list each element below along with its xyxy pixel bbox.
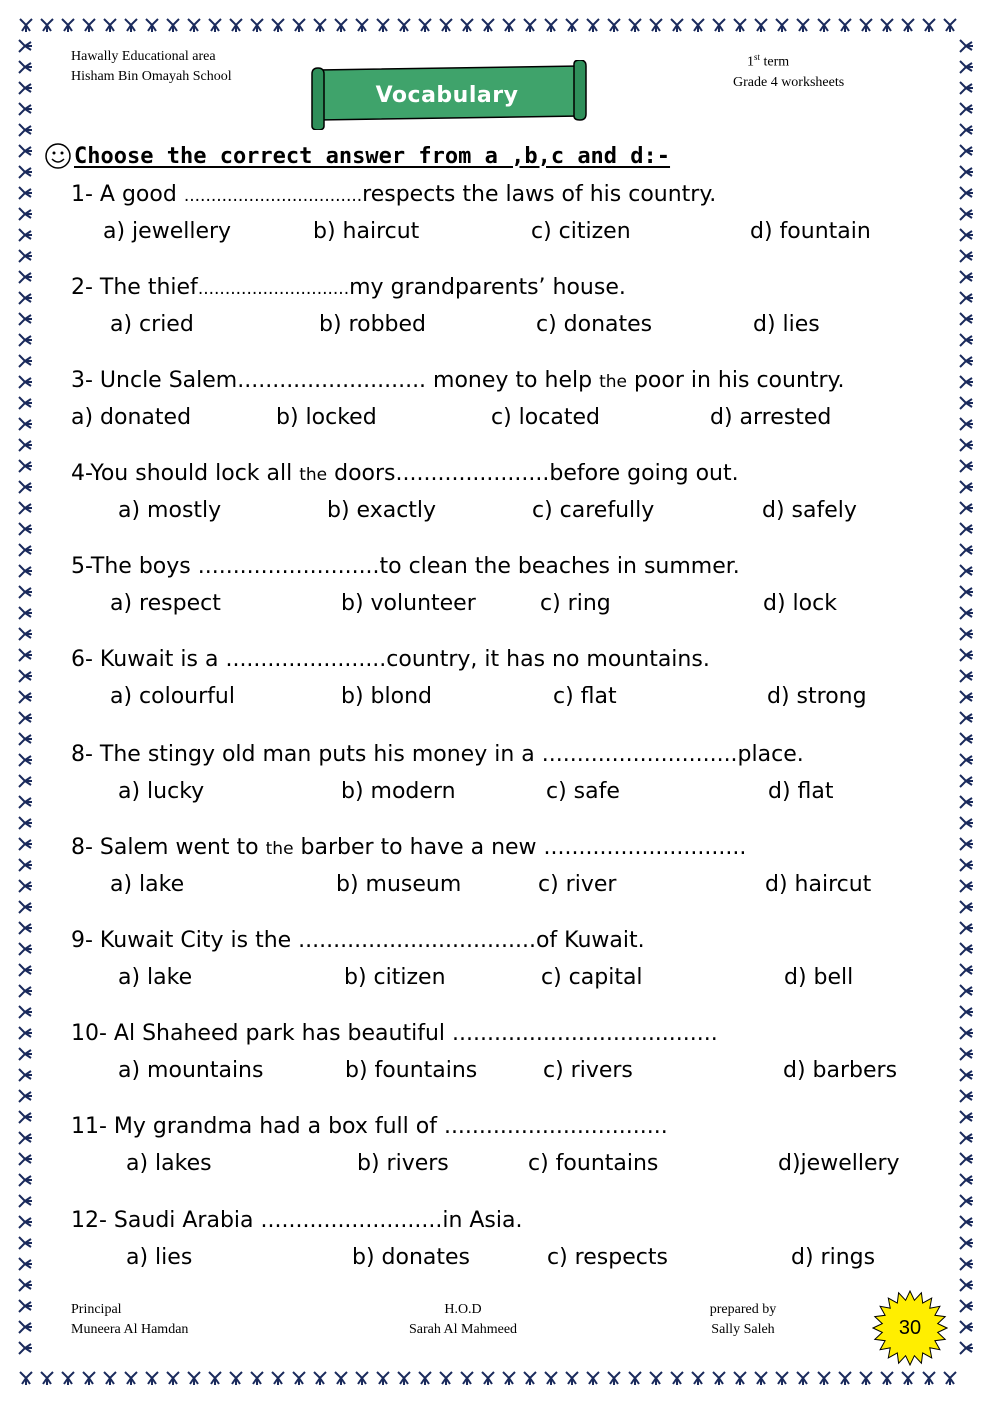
border-arrow-icon xyxy=(587,19,599,32)
border-arrow-icon xyxy=(960,670,973,682)
grade-label: Grade 4 worksheets xyxy=(733,74,845,90)
border-arrow-icon xyxy=(960,649,973,661)
border-arrow-icon xyxy=(713,19,725,32)
border-arrow-icon xyxy=(19,985,32,997)
border-arrow-icon xyxy=(960,1132,973,1144)
border-arrow-icon xyxy=(20,19,32,32)
border-arrow-icon xyxy=(188,1372,200,1385)
option-1c: c) citizen xyxy=(531,219,631,244)
border-arrow-icon xyxy=(960,502,973,514)
instruction-text: Choose the correct answer from a ,b,c and d:- xyxy=(74,143,671,169)
option-2c: c) donates xyxy=(536,312,653,337)
border-arrow-icon xyxy=(19,1111,32,1123)
border-arrow-icon xyxy=(19,292,32,304)
border-arrow-icon xyxy=(776,19,788,32)
border-arrow-icon xyxy=(960,271,973,283)
option-11a: a) lakes xyxy=(126,1151,212,1176)
border-arrow-icon xyxy=(293,19,305,32)
footer-prepared xyxy=(700,1300,786,1340)
option-10a: a) mountains xyxy=(118,1058,264,1083)
border-arrow-icon xyxy=(960,313,973,325)
border-arrow-icon xyxy=(461,19,473,32)
option-10b: b) fountains xyxy=(345,1058,478,1083)
border-arrow-icon xyxy=(251,1372,263,1385)
border-arrow-icon xyxy=(19,334,32,346)
border-arrow-icon xyxy=(377,1372,389,1385)
option-6d: d) strong xyxy=(767,684,867,709)
border-arrow-icon xyxy=(398,1372,410,1385)
prepared-title: prepared by xyxy=(709,1302,777,1317)
question-9: 9- Kuwait City is the ..................................of Kuwait. xyxy=(71,928,645,953)
border-arrow-icon xyxy=(797,19,809,32)
border-arrow-icon xyxy=(19,124,32,136)
school-name: Hisham Bin Omayah School xyxy=(71,69,232,84)
option-2d: d) lies xyxy=(753,312,820,337)
border-arrow-icon xyxy=(251,19,263,32)
question-7: 8- The stingy old man puts his money in a ............................place. xyxy=(71,742,804,767)
border-arrow-icon xyxy=(19,208,32,220)
border-arrow-icon xyxy=(19,1174,32,1186)
border-arrow-icon xyxy=(960,586,973,598)
border-arrow-icon xyxy=(19,397,32,409)
border-arrow-icon xyxy=(19,964,32,976)
border-arrow-icon xyxy=(545,1372,557,1385)
border-arrow-icon xyxy=(19,691,32,703)
term-label: 1st term xyxy=(747,52,790,70)
border-arrow-icon xyxy=(960,901,973,913)
border-arrow-icon xyxy=(734,1372,746,1385)
border-arrow-icon xyxy=(960,166,973,178)
border-arrow-icon xyxy=(960,1258,973,1270)
border-arrow-icon xyxy=(960,1321,973,1333)
border-arrow-icon xyxy=(960,1111,973,1123)
footer-hod xyxy=(398,1300,528,1340)
border-arrow-icon xyxy=(960,187,973,199)
smiley-icon xyxy=(44,142,72,170)
border-arrow-icon xyxy=(960,292,973,304)
border-arrow-icon xyxy=(755,19,767,32)
border-arrow-icon xyxy=(960,145,973,157)
option-7d: d) flat xyxy=(768,779,834,804)
option-1b: b) haircut xyxy=(313,219,420,244)
principal-title: Principal xyxy=(71,1302,122,1317)
border-arrow-icon xyxy=(19,1006,32,1018)
border-arrow-icon xyxy=(734,19,746,32)
border-arrow-icon xyxy=(960,754,973,766)
border-arrow-icon xyxy=(440,1372,452,1385)
border-arrow-icon xyxy=(960,82,973,94)
border-arrow-icon xyxy=(902,1372,914,1385)
option-4c: c) carefully xyxy=(532,498,655,523)
option-12d: d) rings xyxy=(791,1245,876,1270)
option-8a: a) lake xyxy=(110,872,185,897)
border-arrow-icon xyxy=(960,397,973,409)
border-arrow-icon xyxy=(19,355,32,367)
border-arrow-icon xyxy=(960,1195,973,1207)
border-arrow-icon xyxy=(272,1372,284,1385)
border-arrow-icon xyxy=(19,565,32,577)
border-arrow-icon xyxy=(671,1372,683,1385)
border-arrow-icon xyxy=(960,40,973,52)
hod-title: H.O.D xyxy=(444,1302,482,1317)
border-arrow-icon xyxy=(960,607,973,619)
border-arrow-icon xyxy=(960,859,973,871)
border-arrow-icon xyxy=(960,523,973,535)
option-6b: b) blond xyxy=(341,684,432,709)
border-arrow-icon xyxy=(41,1372,53,1385)
border-arrow-icon xyxy=(692,19,704,32)
border-arrow-icon xyxy=(960,103,973,115)
border-arrow-icon xyxy=(19,901,32,913)
border-arrow-icon xyxy=(19,1132,32,1144)
border-arrow-icon xyxy=(230,19,242,32)
border-arrow-icon xyxy=(230,1372,242,1385)
border-arrow-icon xyxy=(19,82,32,94)
banner-title: Vocabulary xyxy=(375,82,519,108)
option-5d: d) lock xyxy=(763,591,837,616)
border-arrow-icon xyxy=(587,1372,599,1385)
question-8: 8- Salem went to the barber to have a new ............................. xyxy=(71,835,747,860)
border-arrow-icon xyxy=(209,1372,221,1385)
border-arrow-icon xyxy=(188,19,200,32)
border-arrow-icon xyxy=(960,1153,973,1165)
border-arrow-icon xyxy=(19,460,32,472)
border-arrow-icon xyxy=(944,1372,956,1385)
border-arrow-icon xyxy=(960,1174,973,1186)
option-11d: d)jewellery xyxy=(778,1151,900,1176)
principal-name: Muneera Al Hamdan xyxy=(71,1322,189,1337)
border-arrow-icon xyxy=(19,1195,32,1207)
border-arrow-icon xyxy=(146,19,158,32)
border-arrow-icon xyxy=(503,19,515,32)
border-arrow-icon xyxy=(19,859,32,871)
border-arrow-icon xyxy=(629,19,641,32)
option-9c: c) capital xyxy=(541,965,643,990)
border-arrow-icon xyxy=(19,1069,32,1081)
border-arrow-icon xyxy=(944,19,956,32)
border-arrow-icon xyxy=(19,1216,32,1228)
option-5c: c) ring xyxy=(540,591,611,616)
border-arrow-icon xyxy=(960,124,973,136)
border-arrow-icon xyxy=(398,19,410,32)
option-2a: a) cried xyxy=(110,312,194,337)
border-arrow-icon xyxy=(19,775,32,787)
border-arrow-icon xyxy=(839,1372,851,1385)
border-arrow-icon xyxy=(19,1342,32,1354)
border-arrow-icon xyxy=(960,460,973,472)
border-arrow-icon xyxy=(650,19,662,32)
border-arrow-icon xyxy=(19,922,32,934)
border-arrow-icon xyxy=(839,19,851,32)
border-arrow-icon xyxy=(19,145,32,157)
option-4d: d) safely xyxy=(762,498,857,523)
option-7a: a) lucky xyxy=(118,779,205,804)
border-arrow-icon xyxy=(776,1372,788,1385)
border-arrow-icon xyxy=(19,544,32,556)
border-arrow-icon xyxy=(960,439,973,451)
border-arrow-icon xyxy=(860,1372,872,1385)
border-arrow-icon xyxy=(797,1372,809,1385)
border-arrow-icon xyxy=(19,754,32,766)
border-arrow-icon xyxy=(902,19,914,32)
border-arrow-icon xyxy=(19,523,32,535)
border-arrow-icon xyxy=(608,19,620,32)
border-arrow-icon xyxy=(19,1321,32,1333)
option-4b: b) exactly xyxy=(327,498,437,523)
border-arrow-icon xyxy=(960,775,973,787)
hod-name: Sarah Al Mahmeed xyxy=(408,1322,518,1337)
border-arrow-icon xyxy=(19,1279,32,1291)
border-arrow-icon xyxy=(923,1372,935,1385)
border-arrow-icon xyxy=(19,439,32,451)
border-arrow-icon xyxy=(960,481,973,493)
border-arrow-icon xyxy=(860,19,872,32)
border-arrow-icon xyxy=(608,1372,620,1385)
page-number: 30 xyxy=(898,1316,922,1339)
border-arrow-icon xyxy=(19,1237,32,1249)
question-3: 3- Uncle Salem........................... money to help the poor in his country. xyxy=(71,368,845,393)
option-11c: c) fountains xyxy=(528,1151,659,1176)
question-1: 1- A good .................................respects the laws of his country. xyxy=(71,182,717,207)
option-12a: a) lies xyxy=(126,1245,193,1270)
border-arrow-icon xyxy=(104,1372,116,1385)
border-arrow-icon xyxy=(19,1048,32,1060)
border-arrow-icon xyxy=(960,1006,973,1018)
border-arrow-icon xyxy=(440,19,452,32)
border-arrow-icon xyxy=(881,1372,893,1385)
option-3b: b) locked xyxy=(276,405,377,430)
border-arrow-icon xyxy=(19,649,32,661)
option-3d: d) arrested xyxy=(710,405,832,430)
border-arrow-icon xyxy=(692,1372,704,1385)
border-arrow-icon xyxy=(167,1372,179,1385)
border-arrow-icon xyxy=(356,19,368,32)
border-arrow-icon xyxy=(960,1216,973,1228)
border-arrow-icon xyxy=(960,418,973,430)
option-8d: d) haircut xyxy=(765,872,872,897)
border-arrow-icon xyxy=(83,19,95,32)
header-left xyxy=(71,47,232,87)
border-arrow-icon xyxy=(41,19,53,32)
border-arrow-icon xyxy=(671,19,683,32)
option-5a: a) respect xyxy=(110,591,221,616)
border-arrow-icon xyxy=(923,19,935,32)
border-arrow-icon xyxy=(19,187,32,199)
option-9d: d) bell xyxy=(784,965,854,990)
border-arrow-icon xyxy=(19,1258,32,1270)
border-arrow-icon xyxy=(19,1153,32,1165)
border-arrow-icon xyxy=(209,19,221,32)
question-11: 11- My grandma had a box full of ................................ xyxy=(71,1114,668,1139)
option-3a: a) donated xyxy=(71,405,192,430)
border-arrow-icon xyxy=(146,1372,158,1385)
border-arrow-icon xyxy=(818,1372,830,1385)
border-arrow-icon xyxy=(960,628,973,640)
border-arrow-icon xyxy=(960,985,973,997)
border-arrow-icon xyxy=(20,1372,32,1385)
border-arrow-icon xyxy=(482,19,494,32)
option-5b: b) volunteer xyxy=(341,591,476,616)
border-arrow-icon xyxy=(19,376,32,388)
border-arrow-icon xyxy=(19,880,32,892)
border-arrow-icon xyxy=(272,19,284,32)
border-arrow-icon xyxy=(960,208,973,220)
border-arrow-icon xyxy=(125,19,137,32)
border-arrow-icon xyxy=(19,40,32,52)
border-arrow-icon xyxy=(960,838,973,850)
border-arrow-icon xyxy=(960,922,973,934)
footer-principal xyxy=(71,1300,188,1340)
border-arrow-icon xyxy=(293,1372,305,1385)
question-10: 10- Al Shaheed park has beautiful ...................................... xyxy=(71,1021,718,1046)
border-arrow-icon xyxy=(960,817,973,829)
border-arrow-icon xyxy=(167,19,179,32)
border-arrow-icon xyxy=(755,1372,767,1385)
border-arrow-icon xyxy=(960,712,973,724)
border-arrow-icon xyxy=(960,334,973,346)
option-2b: b) robbed xyxy=(319,312,426,337)
border-arrow-icon xyxy=(419,19,431,32)
border-arrow-icon xyxy=(19,271,32,283)
border-arrow-icon xyxy=(566,1372,578,1385)
option-3c: c) located xyxy=(491,405,600,430)
option-10c: c) rivers xyxy=(543,1058,633,1083)
border-arrow-icon xyxy=(960,1237,973,1249)
option-7b: b) modern xyxy=(341,779,456,804)
question-2: 2- The thief............................my grandparents’ house. xyxy=(71,275,626,300)
option-11b: b) rivers xyxy=(357,1151,449,1176)
border-arrow-icon xyxy=(19,943,32,955)
border-arrow-icon xyxy=(960,964,973,976)
border-arrow-icon xyxy=(19,586,32,598)
option-6a: a) colourful xyxy=(110,684,235,709)
border-arrow-icon xyxy=(19,166,32,178)
border-arrow-icon xyxy=(524,19,536,32)
border-arrow-icon xyxy=(314,19,326,32)
border-arrow-icon xyxy=(545,19,557,32)
border-arrow-icon xyxy=(960,1069,973,1081)
border-arrow-icon xyxy=(960,376,973,388)
border-arrow-icon xyxy=(83,1372,95,1385)
option-1d: d) fountain xyxy=(750,219,871,244)
option-1a: a) jewellery xyxy=(103,219,232,244)
option-4a: a) mostly xyxy=(118,498,222,523)
border-arrow-icon xyxy=(19,607,32,619)
border-arrow-icon xyxy=(19,481,32,493)
border-arrow-icon xyxy=(19,712,32,724)
border-arrow-icon xyxy=(650,1372,662,1385)
border-arrow-icon xyxy=(960,691,973,703)
border-arrow-icon xyxy=(960,880,973,892)
border-arrow-icon xyxy=(19,502,32,514)
border-arrow-icon xyxy=(356,1372,368,1385)
border-arrow-icon xyxy=(960,355,973,367)
border-arrow-icon xyxy=(419,1372,431,1385)
border-arrow-icon xyxy=(566,19,578,32)
border-arrow-icon xyxy=(62,19,74,32)
option-12c: c) respects xyxy=(547,1245,668,1270)
border-arrow-icon xyxy=(19,103,32,115)
option-9a: a) lake xyxy=(118,965,193,990)
border-arrow-icon xyxy=(19,229,32,241)
border-arrow-icon xyxy=(104,19,116,32)
border-arrow-icon xyxy=(19,817,32,829)
border-arrow-icon xyxy=(960,61,973,73)
border-arrow-icon xyxy=(19,313,32,325)
border-arrow-icon xyxy=(960,1342,973,1354)
option-8b: b) museum xyxy=(336,872,462,897)
border-arrow-icon xyxy=(19,250,32,262)
question-12: 12- Saudi Arabia ..........................in Asia. xyxy=(71,1208,523,1233)
area-name: Hawally Educational area xyxy=(71,49,216,64)
border-arrow-icon xyxy=(960,796,973,808)
question-5: 5-The boys ..........................to clean the beaches in summer. xyxy=(71,554,740,579)
option-8c: c) river xyxy=(538,872,617,897)
border-arrow-icon xyxy=(960,565,973,577)
border-arrow-icon xyxy=(125,1372,137,1385)
border-arrow-icon xyxy=(335,19,347,32)
border-arrow-icon xyxy=(960,733,973,745)
border-arrow-icon xyxy=(482,1372,494,1385)
option-7c: c) safe xyxy=(546,779,620,804)
question-4: 4-You should lock all the doors......................before going out. xyxy=(71,461,739,486)
border-arrow-icon xyxy=(960,250,973,262)
border-arrow-icon xyxy=(818,19,830,32)
border-arrow-icon xyxy=(960,544,973,556)
border-arrow-icon xyxy=(62,1372,74,1385)
option-6c: c) flat xyxy=(553,684,617,709)
border-arrow-icon xyxy=(629,1372,641,1385)
border-arrow-icon xyxy=(960,229,973,241)
border-arrow-icon xyxy=(19,61,32,73)
border-arrow-icon xyxy=(19,670,32,682)
option-12b: b) donates xyxy=(352,1245,471,1270)
border-arrow-icon xyxy=(960,1090,973,1102)
border-arrow-icon xyxy=(19,418,32,430)
border-arrow-icon xyxy=(335,1372,347,1385)
question-6: 6- Kuwait is a .......................country, it has no mountains. xyxy=(71,647,710,672)
border-arrow-icon xyxy=(881,19,893,32)
border-arrow-icon xyxy=(19,1027,32,1039)
border-arrow-icon xyxy=(19,1300,32,1312)
prepared-name: Sally Saleh xyxy=(711,1322,775,1337)
border-arrow-icon xyxy=(19,1090,32,1102)
border-arrow-icon xyxy=(503,1372,515,1385)
border-arrow-icon xyxy=(713,1372,725,1385)
border-arrow-icon xyxy=(960,1279,973,1291)
border-arrow-icon xyxy=(960,1027,973,1039)
border-arrow-icon xyxy=(461,1372,473,1385)
option-9b: b) citizen xyxy=(344,965,446,990)
header-right xyxy=(733,47,844,93)
border-arrow-icon xyxy=(314,1372,326,1385)
border-arrow-icon xyxy=(960,1048,973,1060)
border-arrow-icon xyxy=(19,796,32,808)
border-arrow-icon xyxy=(377,19,389,32)
option-10d: d) barbers xyxy=(783,1058,898,1083)
border-arrow-icon xyxy=(524,1372,536,1385)
border-arrow-icon xyxy=(960,1300,973,1312)
border-arrow-icon xyxy=(960,943,973,955)
border-arrow-icon xyxy=(19,628,32,640)
border-arrow-icon xyxy=(19,733,32,745)
instruction-line xyxy=(44,142,670,170)
border-arrow-icon xyxy=(19,838,32,850)
